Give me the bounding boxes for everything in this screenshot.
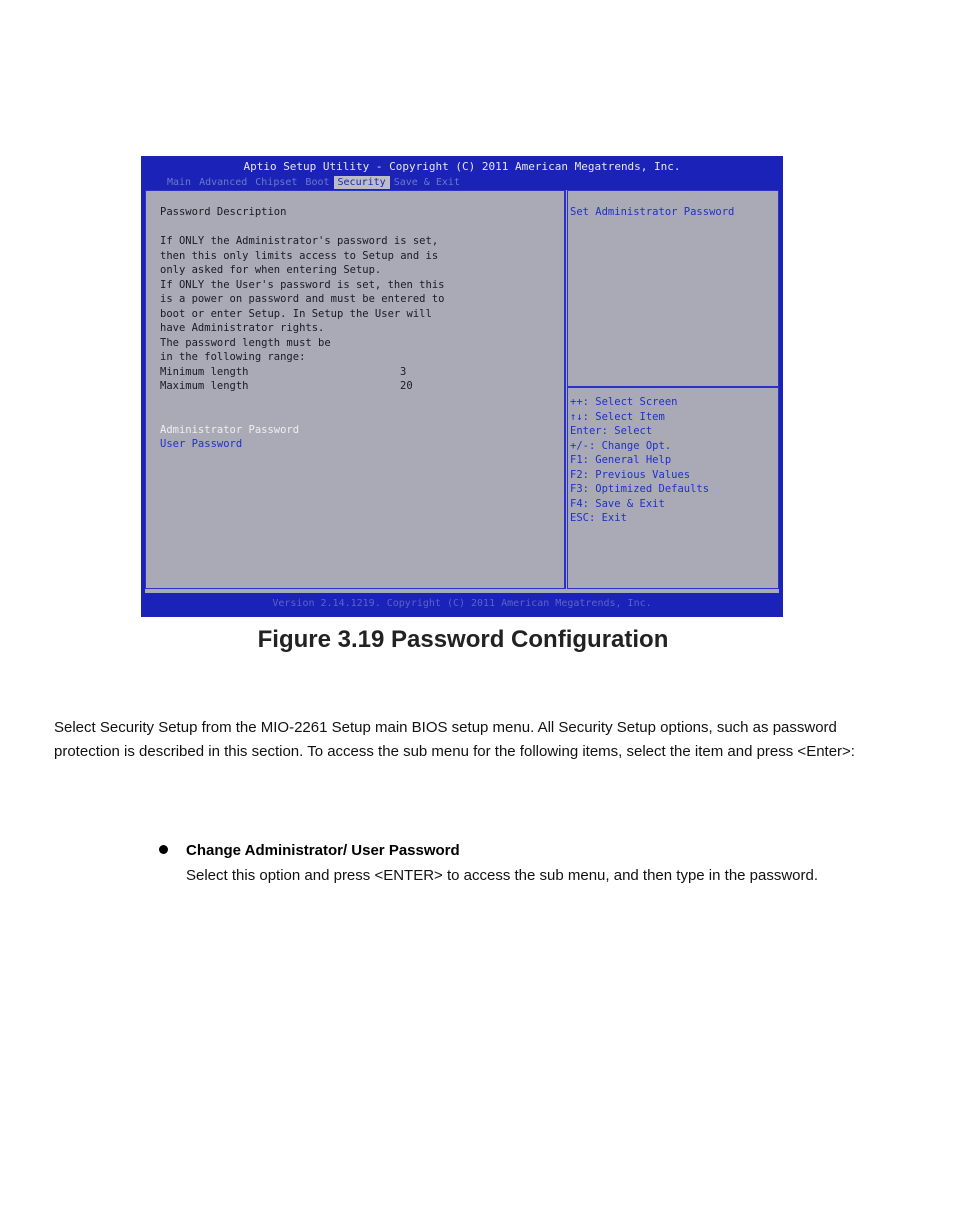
bios-tab-security[interactable]: Security bbox=[334, 176, 390, 189]
bios-screenshot bbox=[141, 156, 783, 617]
administrator-password-item[interactable]: Administrator Password bbox=[160, 424, 300, 436]
key-help-list: ++: Select Screen ↑↓: Select Item Enter: Select +/-: Change Opt. F1: General Help F2: Previous Values F3: Optimized Defaults F4: Save & Exit ESC: Exit bbox=[570, 396, 710, 524]
bios-tab-main[interactable]: Main bbox=[167, 177, 192, 188]
password-description-title: Password Description bbox=[160, 206, 287, 218]
bios-footer: Version 2.14.1219. Copyright (C) 2011 American Megatrends, Inc. bbox=[272, 598, 652, 609]
maximum-length-value: 20 bbox=[400, 380, 413, 392]
password-description-text: If ONLY the Administrator's password is set, then this only limits access to Setup and is only asked for when entering Setup. If ONLY the User's password is set, then this is a power on password and must be entered to boot or enter Setup. In Setup the User will have Administrator rights. The password length must be in the following range: Minimum length Maximum length bbox=[160, 235, 445, 392]
body-paragraph: Select Security Setup from the MIO-2261 Setup main BIOS setup menu. All Security Setup options, such as password protection is described in this section. To access the sub menu for the following items, select the item and press <Enter>: bbox=[54, 719, 855, 760]
bios-tab-advanced[interactable]: Advanced bbox=[199, 177, 248, 188]
help-divider bbox=[568, 386, 778, 388]
minimum-length-value: 3 bbox=[400, 366, 407, 378]
bios-title: Aptio Setup Utility - Copyright (C) 2011 American Megatrends, Inc. bbox=[243, 160, 681, 173]
bios-tab-chipset[interactable]: Chipset bbox=[255, 177, 298, 188]
item-help-text: Set Administrator Password bbox=[570, 206, 735, 218]
bullet-title: Change Administrator/ User Password bbox=[186, 842, 460, 859]
user-password-item[interactable]: User Password bbox=[160, 438, 243, 450]
bios-body bbox=[145, 190, 779, 593]
bios-right-panel bbox=[567, 190, 779, 589]
bios-left-panel bbox=[145, 190, 566, 589]
bullet-text: Select this option and press <ENTER> to access the sub menu, and then type in the password. bbox=[186, 867, 819, 884]
bullet-icon bbox=[159, 845, 168, 854]
bios-tab-save-exit[interactable]: Save & Exit bbox=[393, 177, 460, 188]
figure-caption: Figure 3.19 Password Configuration bbox=[257, 626, 669, 653]
bios-menu-bar bbox=[163, 176, 464, 189]
bios-tab-boot[interactable]: Boot bbox=[305, 177, 330, 188]
